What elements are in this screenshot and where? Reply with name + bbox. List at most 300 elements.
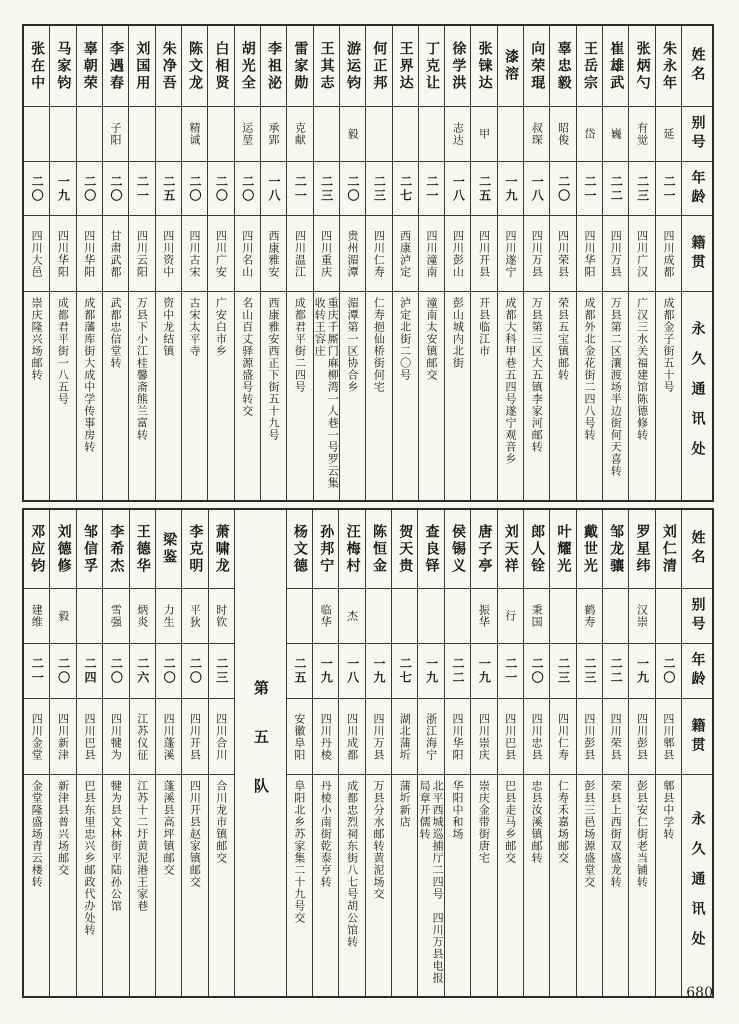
address-cell-text: 成都藩库街大成中学传事房转 <box>82 297 96 453</box>
age-cell <box>182 643 207 698</box>
name-cell <box>550 26 575 106</box>
person-column <box>603 26 629 500</box>
name-cell-text: 王岳宗 <box>581 40 598 92</box>
address-cell <box>77 774 102 996</box>
age-cell-text: 二〇 <box>109 657 124 685</box>
name-cell <box>130 510 155 588</box>
age-cell <box>629 161 654 215</box>
name-cell <box>366 510 391 588</box>
origin-cell <box>524 215 549 291</box>
person-column <box>550 510 576 996</box>
name-cell-text: 辜忠毅 <box>555 40 572 92</box>
person-column <box>156 510 182 996</box>
age-cell <box>130 643 155 698</box>
origin-cell-text: 四川荣县 <box>556 229 570 278</box>
address-cell-text: 江苏十二圩黄泥港王家巷 <box>135 780 149 912</box>
origin-cell <box>629 215 654 291</box>
name-cell <box>182 510 207 588</box>
name-cell-text: 邹龙骧 <box>608 523 625 575</box>
name-cell-text: 唐子亭 <box>476 523 493 575</box>
age-cell-text: 二〇 <box>188 657 203 685</box>
alias-cell <box>313 588 338 643</box>
origin-cell <box>156 698 181 774</box>
origin-cell <box>50 215 75 291</box>
address-cell <box>129 291 154 500</box>
origin-cell-text: 四川遂宁 <box>503 229 517 278</box>
origin-cell-text: 四川新津 <box>56 712 70 761</box>
age-cell-text: 二二 <box>609 657 624 685</box>
age-cell <box>103 161 128 215</box>
age-cell <box>392 643 417 698</box>
origin-cell <box>445 698 470 774</box>
origin-cell-text: 四川温江 <box>293 229 307 278</box>
address-cell-text: 巴县走马乡邮交 <box>503 780 517 864</box>
address-cell <box>208 291 233 500</box>
address-cell-text: 犍为县文林街平陆孙公馆 <box>109 780 123 912</box>
origin-cell-text: 四川成都 <box>345 712 359 761</box>
age-cell-text: 二一 <box>503 657 518 685</box>
address-cell <box>471 291 496 500</box>
age-cell <box>129 161 154 215</box>
squad-divider <box>235 510 287 996</box>
age-cell-text: 二一 <box>135 174 150 203</box>
address-cell-text: 万县第二区瀼渡场半边街何天喜转 <box>609 297 623 477</box>
age-cell <box>629 643 654 698</box>
origin-cell <box>498 698 523 774</box>
age-cell-text: 二〇 <box>82 174 97 203</box>
name-cell <box>603 26 628 106</box>
address-cell <box>313 774 338 996</box>
age-cell-text: 二三 <box>214 657 229 685</box>
address-cell-text: 西康雅安西正下街五十九号 <box>267 297 281 441</box>
header-age-text: 年龄 <box>689 169 706 208</box>
origin-cell <box>471 215 496 291</box>
alias-cell-text: 有觉 <box>635 122 649 146</box>
header-alias-text: 别号 <box>689 115 706 153</box>
header-origin-text: 籍贯 <box>689 234 706 273</box>
alias-cell <box>524 106 549 161</box>
header-address-text: 永久通讯处 <box>689 810 706 961</box>
address-cell <box>603 774 628 996</box>
age-cell <box>156 161 181 215</box>
age-cell-text: 二三 <box>582 657 597 685</box>
age-cell-text: 二五 <box>292 657 307 685</box>
person-column <box>392 510 418 996</box>
age-cell-text: 二〇 <box>346 174 360 203</box>
name-cell-text: 汪梅村 <box>344 523 361 575</box>
address-cell <box>156 291 181 500</box>
origin-cell <box>314 215 339 291</box>
address-cell <box>182 774 207 996</box>
origin-cell-text: 四川大邑 <box>30 229 44 278</box>
origin-cell <box>656 215 681 291</box>
address-cell-text: 荣县上西街双盛龙转 <box>609 780 623 888</box>
origin-cell <box>287 215 312 291</box>
name-cell <box>103 26 128 106</box>
alias-cell <box>603 106 628 161</box>
alias-cell <box>261 106 286 161</box>
name-cell <box>445 510 470 588</box>
address-cell <box>524 774 549 996</box>
address-cell <box>340 291 365 500</box>
address-cell-text: 崇庆金带街唐宅 <box>477 780 491 864</box>
person-column <box>261 26 287 500</box>
person-column <box>287 510 313 996</box>
origin-cell-text: 西康泸定 <box>398 229 412 278</box>
alias-cell-text: 承郢 <box>267 122 281 146</box>
person-column <box>498 510 524 996</box>
age-cell <box>550 643 575 698</box>
person-column <box>314 26 340 500</box>
origin-cell-text: 四川犍为 <box>109 712 123 761</box>
name-cell <box>182 26 207 106</box>
name-cell <box>313 510 338 588</box>
alias-cell <box>314 106 339 161</box>
age-cell-text: 二〇 <box>661 657 676 685</box>
address-cell <box>445 291 470 500</box>
age-cell <box>339 643 364 698</box>
age-cell-text: 二〇 <box>162 657 177 685</box>
alias-cell <box>129 106 154 161</box>
address-cell <box>603 291 628 500</box>
address-cell-text: 成都君平街二四号 <box>293 297 307 393</box>
name-cell <box>471 510 496 588</box>
address-cell-text: 合川龙市镇邮交 <box>214 780 228 864</box>
person-column <box>77 510 103 996</box>
age-cell-text: 一八 <box>451 174 466 203</box>
origin-cell <box>103 215 128 291</box>
age-cell-text: 二一 <box>30 657 45 685</box>
alias-cell <box>103 588 128 643</box>
address-cell-text: 仁寿禾嘉场邮交 <box>556 780 570 864</box>
roster-table-bottom <box>22 508 714 998</box>
origin-cell-text: 四川万县 <box>530 229 544 278</box>
age-cell <box>261 161 286 215</box>
age-cell-text: 二二 <box>609 174 624 203</box>
alias-cell <box>182 588 207 643</box>
alias-cell <box>156 106 181 161</box>
alias-cell <box>287 106 312 161</box>
alias-cell <box>77 588 102 643</box>
person-column <box>182 26 208 500</box>
alias-cell-text: 杰 <box>345 610 359 622</box>
alias-cell <box>629 588 654 643</box>
origin-cell <box>261 215 286 291</box>
address-cell-text: 湄潭第一区协合乡 <box>346 297 359 393</box>
address-cell <box>235 291 260 500</box>
alias-cell <box>339 588 364 643</box>
name-cell <box>287 510 312 588</box>
age-cell <box>50 643 75 698</box>
header-origin <box>682 215 712 291</box>
address-cell <box>156 774 181 996</box>
name-cell <box>419 26 444 106</box>
origin-cell-text: 四川丹棱 <box>319 712 333 761</box>
name-cell <box>629 510 654 588</box>
alias-cell <box>656 106 681 161</box>
name-cell-text: 王德华 <box>134 523 151 575</box>
address-cell <box>24 291 49 500</box>
origin-cell-text: 四川云阳 <box>135 229 149 278</box>
alias-cell-text: 子阳 <box>109 122 123 146</box>
address-cell <box>103 774 128 996</box>
name-cell-text: 张在中 <box>29 40 46 92</box>
address-cell-text: 万县第三区大五镇李家河邮转 <box>530 297 544 453</box>
alias-cell-text: 毅 <box>346 128 359 140</box>
origin-cell <box>287 698 312 774</box>
origin-cell-text: 四川广安 <box>214 229 228 278</box>
name-cell-text: 张炳勺 <box>634 40 651 92</box>
address-cell-text: 泸定北街二〇号 <box>398 297 412 381</box>
header-origin-text: 籍贯 <box>689 717 706 756</box>
alias-cell <box>235 106 260 161</box>
alias-cell <box>577 588 602 643</box>
origin-cell-text: 四川巴县 <box>503 712 517 761</box>
header-alias <box>682 106 712 161</box>
origin-cell-text: 湖北蒲圻 <box>398 712 412 761</box>
name-cell-text: 杨文德 <box>291 523 308 575</box>
origin-cell-text: 四川华阳 <box>82 229 96 278</box>
address-cell <box>130 774 155 996</box>
name-cell-text: 雷家勋 <box>292 40 309 92</box>
person-column <box>77 26 103 500</box>
address-cell-text: 古宋太平寺 <box>188 297 202 357</box>
origin-cell <box>77 698 102 774</box>
alias-cell <box>103 106 128 161</box>
address-cell-text: 北平西城巡捕厅二四号 四川万县电报局章开儒转 <box>418 780 444 984</box>
address-cell-text: 成都外北金花街二四八号转 <box>582 297 596 441</box>
alias-cell-text: 汉崇 <box>635 604 649 628</box>
age-cell <box>471 161 496 215</box>
address-cell-text: 郫县中学转 <box>661 780 675 840</box>
name-cell <box>235 26 260 106</box>
name-cell-text: 徐学洪 <box>450 40 467 92</box>
origin-cell-text: 四川华阳 <box>451 712 465 761</box>
age-cell <box>524 643 549 698</box>
address-cell-text: 四川开县赵家镇邮交 <box>188 780 202 888</box>
origin-cell-text: 四川开县 <box>188 712 202 761</box>
name-cell-text: 刘仁清 <box>660 523 677 575</box>
age-cell <box>366 161 391 215</box>
address-cell-text: 彭山城内北街 <box>451 297 465 369</box>
address-cell <box>103 291 128 500</box>
address-cell <box>314 291 339 500</box>
age-cell <box>235 161 260 215</box>
name-cell-text: 邓应钧 <box>29 523 46 575</box>
address-cell-text: 阜阳北乡苏家集二十九号交 <box>292 780 306 924</box>
alias-cell-text: 建维 <box>30 604 44 628</box>
alias-cell <box>24 106 49 161</box>
name-cell-text: 孙邦宁 <box>318 523 335 575</box>
age-cell-text: 二〇 <box>214 174 229 203</box>
origin-cell <box>366 215 391 291</box>
age-cell-text: 一九 <box>319 657 334 685</box>
age-cell <box>524 161 549 215</box>
person-column <box>339 510 365 996</box>
address-cell-text: 彭县安仁街老当铺转 <box>635 780 649 888</box>
address-cell <box>498 291 523 500</box>
person-column <box>656 26 682 500</box>
name-cell <box>603 510 628 588</box>
person-column <box>24 510 50 996</box>
age-cell <box>156 643 181 698</box>
name-cell-text: 陈文龙 <box>187 40 204 92</box>
name-cell-text: 李希杰 <box>108 523 125 575</box>
alias-cell-text: 精诚 <box>188 122 202 146</box>
person-column <box>445 26 471 500</box>
origin-cell <box>550 698 575 774</box>
header-age-text: 年龄 <box>689 652 706 690</box>
origin-cell-text: 浙江海宁 <box>424 712 438 761</box>
alias-cell-text: 临华 <box>319 604 333 628</box>
address-cell <box>261 291 286 500</box>
alias-cell-text: 振华 <box>477 604 491 628</box>
header-alias <box>682 588 712 643</box>
origin-cell <box>418 698 443 774</box>
name-cell-text: 王其志 <box>318 40 335 92</box>
person-column <box>419 26 445 500</box>
age-cell-text: 一九 <box>477 657 492 685</box>
alias-cell-text: 志达 <box>451 122 465 146</box>
header-address-text: 永久通讯处 <box>689 321 706 471</box>
name-cell-text: 王界达 <box>397 40 414 92</box>
age-cell-text: 一八 <box>267 174 282 203</box>
alias-cell <box>77 106 102 161</box>
person-column <box>103 26 129 500</box>
person-column <box>550 26 576 500</box>
address-cell <box>287 774 312 996</box>
address-cell-text: 万县分水邮转黄泥场交 <box>371 780 385 900</box>
name-cell-text: 梁鉴 <box>161 532 178 566</box>
age-cell <box>445 643 470 698</box>
address-cell <box>392 774 417 996</box>
address-cell <box>50 291 75 500</box>
name-cell <box>103 510 128 588</box>
address-cell <box>419 291 444 500</box>
name-cell <box>471 26 496 106</box>
person-column <box>629 510 655 996</box>
age-cell <box>550 161 575 215</box>
address-cell <box>656 291 681 500</box>
alias-cell-text: 秉国 <box>530 604 544 628</box>
origin-cell <box>208 215 233 291</box>
address-cell <box>550 291 575 500</box>
header-alias-text: 别号 <box>689 597 706 635</box>
origin-cell <box>235 215 260 291</box>
header-address <box>682 774 712 996</box>
origin-cell <box>393 215 418 291</box>
name-cell-text: 朱净吾 <box>160 40 177 92</box>
origin-cell <box>313 698 338 774</box>
address-cell-text: 潼南太安镇邮交 <box>424 297 438 381</box>
name-cell <box>129 26 154 106</box>
alias-cell-text: 毅 <box>56 610 70 622</box>
alias-cell <box>50 106 75 161</box>
name-cell-text: 马家钧 <box>55 40 72 92</box>
name-cell <box>629 26 654 106</box>
address-cell-text: 成都忠烈祠东街八七号胡公馆转 <box>345 780 359 948</box>
address-cell <box>287 291 312 500</box>
address-cell <box>524 291 549 500</box>
age-cell <box>577 161 602 215</box>
alias-cell <box>366 106 391 161</box>
origin-cell <box>524 698 549 774</box>
name-cell <box>656 26 681 106</box>
name-cell-text: 李祖泌 <box>266 40 283 92</box>
origin-cell-text: 贵州湄潭 <box>346 229 359 278</box>
origin-cell-text: 四川巴县 <box>82 712 96 761</box>
origin-cell <box>24 698 49 774</box>
alias-cell <box>24 588 49 643</box>
alias-cell <box>603 588 628 643</box>
age-cell-text: 二四 <box>82 657 97 685</box>
name-cell <box>50 510 75 588</box>
age-cell <box>24 161 49 215</box>
origin-cell <box>629 698 654 774</box>
alias-cell-text: 平狄 <box>188 604 202 628</box>
origin-cell <box>209 698 234 774</box>
person-column <box>130 510 156 996</box>
name-cell-text: 崔雄武 <box>608 40 625 92</box>
person-column <box>656 510 682 996</box>
alias-cell <box>445 106 470 161</box>
person-column <box>366 510 392 996</box>
age-cell-text: 二〇 <box>240 174 255 203</box>
person-column <box>208 26 234 500</box>
origin-cell <box>656 698 681 774</box>
age-cell-text: 二三 <box>556 657 571 685</box>
alias-cell-text: 叔琛 <box>530 122 544 146</box>
person-column <box>209 510 235 996</box>
name-cell <box>498 26 523 106</box>
name-cell-text: 刘天祥 <box>502 523 519 575</box>
name-cell <box>24 26 49 106</box>
name-cell-text: 白相贤 <box>213 40 230 92</box>
age-cell-text: 二一 <box>424 174 439 203</box>
origin-cell <box>103 698 128 774</box>
name-cell-text: 罗星纬 <box>634 523 651 575</box>
person-column <box>24 26 50 500</box>
name-cell-text: 刘国用 <box>134 40 151 92</box>
header-column <box>682 510 712 996</box>
origin-cell-text: 江苏仪征 <box>135 712 149 761</box>
address-cell-text: 名山百丈驿源盛号转交 <box>240 297 254 417</box>
address-cell-text: 忠县汝溪镇邮转 <box>530 780 544 864</box>
origin-cell-text: 四川华阳 <box>582 229 596 278</box>
age-cell-text: 二二 <box>451 657 466 685</box>
alias-cell <box>498 106 523 161</box>
address-cell-text: 广安白市乡 <box>214 297 228 357</box>
name-cell <box>366 26 391 106</box>
origin-cell-text: 四川忠县 <box>530 712 544 761</box>
address-cell-text: 武都忠信堂转 <box>109 297 123 369</box>
name-cell-text: 贺天贵 <box>397 523 414 575</box>
header-age <box>682 161 712 215</box>
address-cell <box>445 774 470 996</box>
origin-cell <box>77 215 102 291</box>
age-cell <box>24 643 49 698</box>
alias-cell <box>393 106 418 161</box>
age-cell <box>77 643 102 698</box>
alias-cell <box>340 106 365 161</box>
address-cell-text: 华阳中和场 <box>451 780 465 840</box>
origin-cell <box>419 215 444 291</box>
person-column <box>366 26 392 500</box>
person-column <box>577 510 603 996</box>
origin-cell-text: 四川合川 <box>214 712 228 761</box>
alias-cell-text: 克献 <box>293 122 307 146</box>
origin-cell-text: 四川名山 <box>240 229 254 278</box>
